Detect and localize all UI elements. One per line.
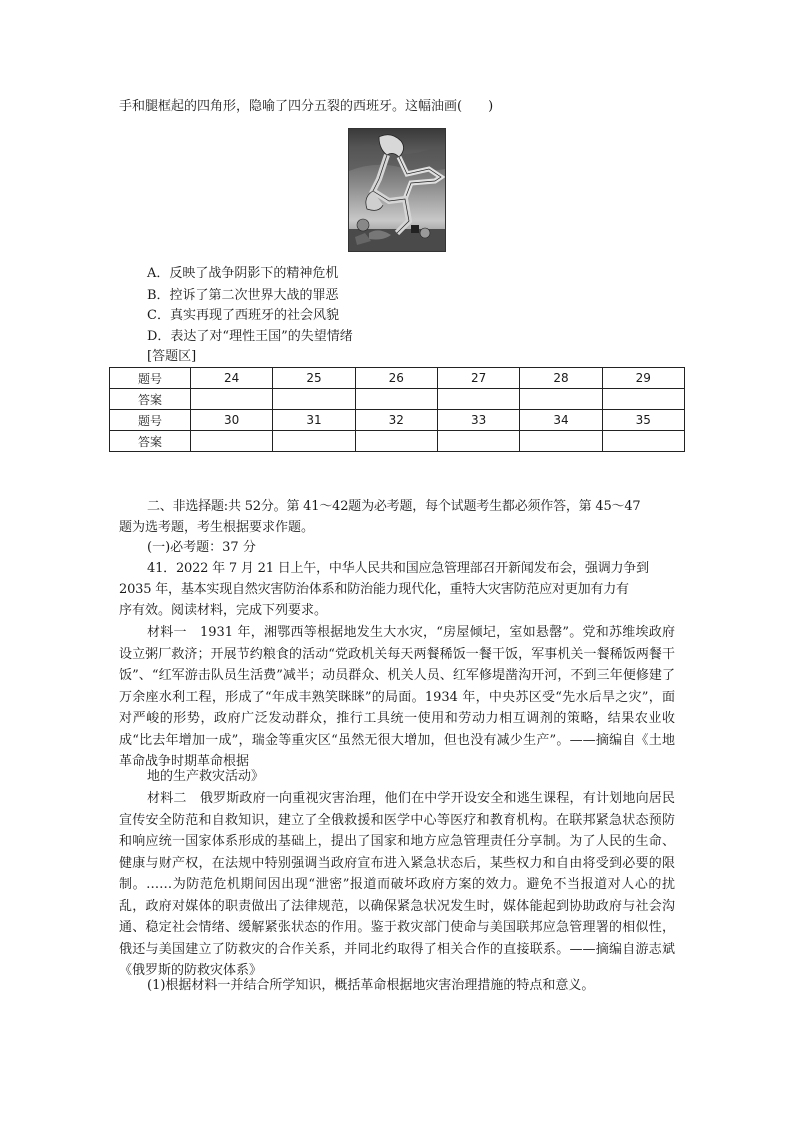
answer-cell[interactable] <box>273 431 355 452</box>
answer-area-label: [答题区] <box>147 349 197 364</box>
header-cell: 题号 <box>110 410 191 431</box>
table-row <box>110 389 685 410</box>
question-number-cell: 31 <box>273 410 355 431</box>
q41-line2: 2035 年，基本实现自然灾害防治体系和防治能力现代化，重特大灾害防范应对更加有力有 <box>119 582 629 597</box>
q41-line3: 序有效。阅读材料，完成下列要求。 <box>119 603 328 618</box>
required-header: (一)必考题：37 分 <box>147 540 256 555</box>
question-number-cell: 35 <box>602 410 684 431</box>
option-b: B．控诉了第二次世界大战的罪恶 <box>147 288 339 303</box>
section2-intro-line1: 二、非选择题:共 52分。第 41～42题为必考题，每个试题考生都必须作答，第 45～47 <box>147 499 641 514</box>
answer-cell[interactable] <box>191 431 273 452</box>
answer-cell[interactable] <box>437 431 519 452</box>
option-a: A．反映了战争阴影下的精神危机 <box>147 266 339 281</box>
table-row <box>110 431 685 452</box>
answer-cell[interactable] <box>273 389 355 410</box>
question-number-cell: 34 <box>520 410 602 431</box>
material-2: 材料二 俄罗斯政府一向重视灾害治理，他们在中学开设安全和逃生课程，有计划地向居民宣传安全防范和自救知识，建立了全俄救援和医学中心等医疗和教育机构。在联邦紧急状态预防和响应统一国家体系形成的基础上，提出了国家和地方应急管理责任分享制。为了人民的生命、健康与财产权，在法规中特别强调当政府宣布进入紧急状态后，某些权力和自由将受到必要的限制。……为防范危机期间因出现“泄密”报道而破坏政府方案的效力。避免不当报道对人心的扰乱，政府对媒体的职责做出了法律规范，以确保紧急状况发生时，媒体能起到协助政府与社会沟通、稳定社会情绪、缓解紧张状态的作用。鉴于救灾部门使命与美国联邦应急管理署的相似性，俄还与美国建立了防救灾的合作关系，并同北约取得了相关合作的直接联系。——摘编自游志斌《俄罗斯的防救灾体系》 <box>119 791 675 978</box>
question-intro: 手和腿框起的四角形，隐喻了四分五裂的西班牙。这幅油画( ) <box>119 99 494 114</box>
section2-intro-line2: 题为选考题，考生根据要求作题。 <box>119 520 315 535</box>
question-number-cell: 30 <box>191 410 273 431</box>
answer-cell[interactable] <box>520 431 602 452</box>
material-1-source-tail: 地的生产救灾活动》 <box>147 769 265 784</box>
answer-table <box>109 367 685 452</box>
answer-cell[interactable] <box>520 389 602 410</box>
answer-cell[interactable] <box>602 431 684 452</box>
option-c: C．真实再现了西班牙的社会风貌 <box>147 308 339 323</box>
question-number-cell: 28 <box>520 368 602 389</box>
question-number-cell: 26 <box>355 368 437 389</box>
surreal-painting-image <box>348 128 446 252</box>
sub-question-1: (1)根据材料一并结合所学知识，概括革命根据地灾害治理措施的特点和意义。 <box>147 978 595 993</box>
question-number-cell: 32 <box>355 410 437 431</box>
table-row <box>110 410 685 431</box>
answer-cell[interactable] <box>602 389 684 410</box>
material-1: 材料一 1931 年，湘鄂西等根据地发生大水灾，“房屋倾圮，室如悬罄”。党和苏维埃政府设立粥厂救济；开展节约粮食的活动“党政机关每天两餐稀饭一餐干饭，军事机关一餐稀饭两餐干饭”、“红军游击队员生活费”减半；动员群众、机关人员、红军修堤凿沟开河，不到三年便修建了万余座水利工程，形成了“年成丰熟笑眯眯”的局面。1934 年，中央苏区受“先水后旱之灾”，面对严峻的形势，政府广泛发动群众，推行工具统一使用和劳动力相互调剂的策略，结果农业收成“比去年增加一成”，瑞金等重灾区“虽然无很大增加，但也没有减少生产”。——摘编自《土地革命战争时期革命根据 <box>119 625 675 769</box>
question-number-cell: 25 <box>273 368 355 389</box>
q41-line1: 41．2022 年 7 月 21 日上午，中华人民共和国应急管理部召开新闻发布会，强调力争到 <box>147 561 649 576</box>
option-d: D．表达了对“理性王国”的失望情绪 <box>147 329 353 344</box>
answer-cell[interactable] <box>355 389 437 410</box>
question-number-cell: 29 <box>602 368 684 389</box>
table-row <box>110 368 685 389</box>
question-number-cell: 27 <box>437 368 519 389</box>
answer-label-cell: 答案 <box>110 431 191 452</box>
question-number-cell: 33 <box>437 410 519 431</box>
question-number-cell: 24 <box>191 368 273 389</box>
answer-cell[interactable] <box>355 431 437 452</box>
answer-cell[interactable] <box>191 389 273 410</box>
answer-label-cell: 答案 <box>110 389 191 410</box>
answer-cell[interactable] <box>437 389 519 410</box>
header-cell: 题号 <box>110 368 191 389</box>
